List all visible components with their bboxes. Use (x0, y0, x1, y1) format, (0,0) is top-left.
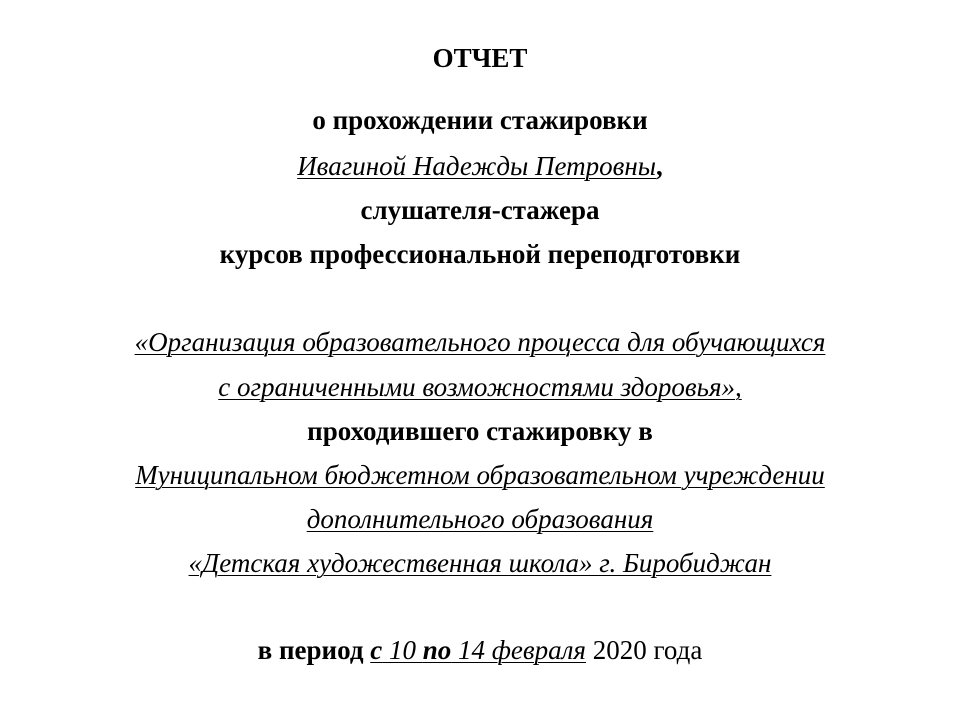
period-from-day: 10 (382, 635, 423, 665)
institution-name-part-1: Муниципальном бюджетном образовательном учреждении (135, 460, 825, 490)
institution-line-1 (0, 459, 960, 491)
role-text: слушателя-стажера (360, 195, 600, 225)
report-title-text: ОТЧЕТ (432, 43, 528, 73)
program-name-part-2: с ограниченными возможностями здоровья», (218, 372, 742, 402)
program-line-2 (0, 371, 960, 403)
report-subtitle (0, 104, 960, 136)
institution-line-2 (0, 503, 960, 535)
course-type-line (0, 238, 960, 270)
person-name: Ивагиной Надежды Петровны (297, 151, 657, 181)
program-name-part-1: «Организация образовательного процесса для обучающихся (134, 327, 826, 357)
internship-place-intro-line (0, 415, 960, 447)
period-to-word: по (422, 635, 452, 665)
program-line-1 (0, 326, 960, 358)
period-year: 2020 года (585, 635, 703, 665)
period-to-date: 14 февраля (451, 635, 586, 665)
course-type-text: курсов профессиональной переподготовки (219, 239, 741, 269)
institution-line-3 (0, 547, 960, 579)
report-subtitle-text: о прохождении стажировки (312, 105, 648, 135)
period-prefix: в период (257, 635, 371, 665)
period-from-word: с (370, 635, 383, 665)
institution-name-part-3: «Детская художественная школа» г. Биробиджан (188, 548, 772, 578)
institution-name-part-2: дополнительного образования (306, 504, 654, 534)
internship-place-intro-text: проходившего стажировку в (307, 416, 653, 446)
period-line (0, 634, 960, 666)
person-name-comma: , (656, 151, 663, 181)
person-name-line (0, 150, 960, 182)
report-title (0, 42, 960, 74)
role-line (0, 194, 960, 226)
